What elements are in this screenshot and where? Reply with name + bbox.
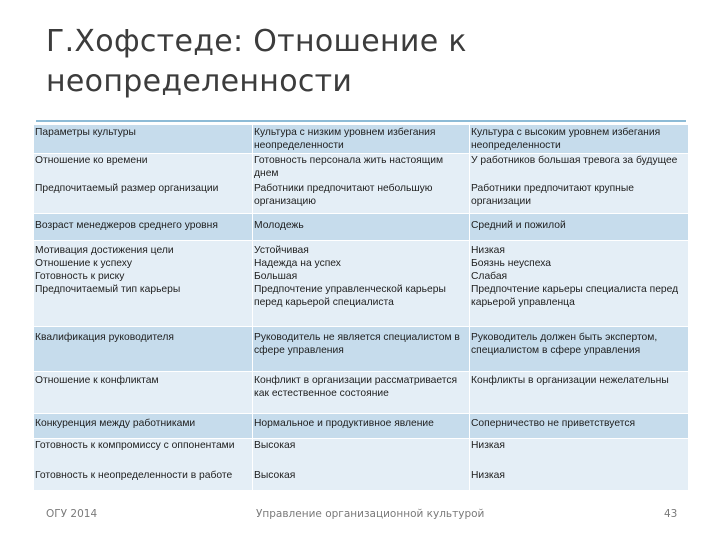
table-row bbox=[34, 326, 688, 371]
table-cell: Высокая bbox=[254, 470, 296, 481]
table-cell: Работники предпочитают небольшую организацию bbox=[254, 183, 433, 207]
table-row-header bbox=[34, 125, 688, 153]
row-divider bbox=[34, 413, 688, 414]
table-cell: Мотивация достижения цели Отношение к успеху Готовность к риску Предпочитаемый тип карьеры bbox=[35, 245, 181, 295]
table-cell: Устойчивая Надежда на успех Большая Предпочтение управленческой карьеры перед карьерой специалиста bbox=[254, 245, 446, 308]
table-cell: Руководитель не является специалистом в сфере управления bbox=[254, 332, 460, 356]
table-cell: Конфликт в организации рассматривается как естественное состояние bbox=[254, 375, 458, 399]
table-cell: Конфликты в организации нежелательны bbox=[471, 375, 669, 386]
table-cell: У работников большая тревога за будущее bbox=[471, 155, 678, 166]
table-row bbox=[34, 213, 688, 240]
table-cell: Работники предпочитают крупные организации bbox=[471, 183, 634, 207]
table-row bbox=[34, 181, 688, 213]
table-row bbox=[34, 240, 688, 326]
table-cell: Соперничество не приветствуется bbox=[471, 418, 636, 429]
footer-organization: ОГУ 2014 bbox=[46, 508, 98, 520]
table-cell: Низкая Боязнь неуспеха Слабая Предпочтение карьеры специалиста перед карьерой управленца bbox=[471, 245, 679, 308]
table-cell: Возраст менеджеров среднего уровня bbox=[35, 220, 218, 231]
table-cell: Культура с высоким уровнем избегания неопределенности bbox=[471, 127, 661, 151]
table-cell: Низкая bbox=[471, 440, 505, 451]
table-cell: Конкуренция между работниками bbox=[35, 418, 196, 429]
table-row bbox=[34, 468, 688, 490]
slide-number: 43 bbox=[664, 508, 678, 520]
table-cell: Руководитель должен быть экспертом, специалистом в сфере управления bbox=[471, 332, 658, 356]
column-divider bbox=[469, 125, 470, 490]
table-cell: Средний и пожилой bbox=[471, 220, 566, 231]
table-row bbox=[34, 413, 688, 438]
table-cell: Молодежь bbox=[254, 220, 304, 231]
table-cell: Низкая bbox=[471, 470, 505, 481]
table-cell: Готовность персонала жить настоящим днем bbox=[254, 155, 444, 179]
table-cell: Готовность к компромиссу с оппонентами bbox=[35, 440, 235, 451]
table-cell: Высокая bbox=[254, 440, 296, 451]
column-divider bbox=[252, 125, 253, 490]
table-cell: Параметры культуры bbox=[35, 127, 136, 138]
table-cell: Культура с низким уровнем избегания неопределенности bbox=[254, 127, 436, 151]
table-cell: Готовность к неопределенности в работе bbox=[35, 470, 233, 481]
table-cell: Отношение ко времени bbox=[35, 155, 148, 166]
row-divider bbox=[34, 371, 688, 372]
footer-course-title: Управление организационной культурой bbox=[256, 508, 485, 520]
table-row bbox=[34, 438, 688, 468]
row-divider bbox=[34, 438, 688, 439]
table-cell: Предпочитаемый размер организации bbox=[35, 183, 219, 194]
table-cell: Нормальное и продуктивное явление bbox=[254, 418, 434, 429]
table-row bbox=[34, 153, 688, 181]
row-divider bbox=[34, 240, 688, 241]
table-cell: Квалификация руководителя bbox=[35, 332, 174, 343]
row-divider bbox=[34, 213, 688, 214]
table-row bbox=[34, 371, 688, 413]
row-divider bbox=[34, 153, 688, 154]
table-cell: Отношение к конфликтам bbox=[35, 375, 159, 386]
title-divider bbox=[36, 120, 686, 122]
slide-title: Г.Хофстеде: Отношение к неопределенности bbox=[46, 24, 467, 99]
row-divider bbox=[34, 326, 688, 327]
